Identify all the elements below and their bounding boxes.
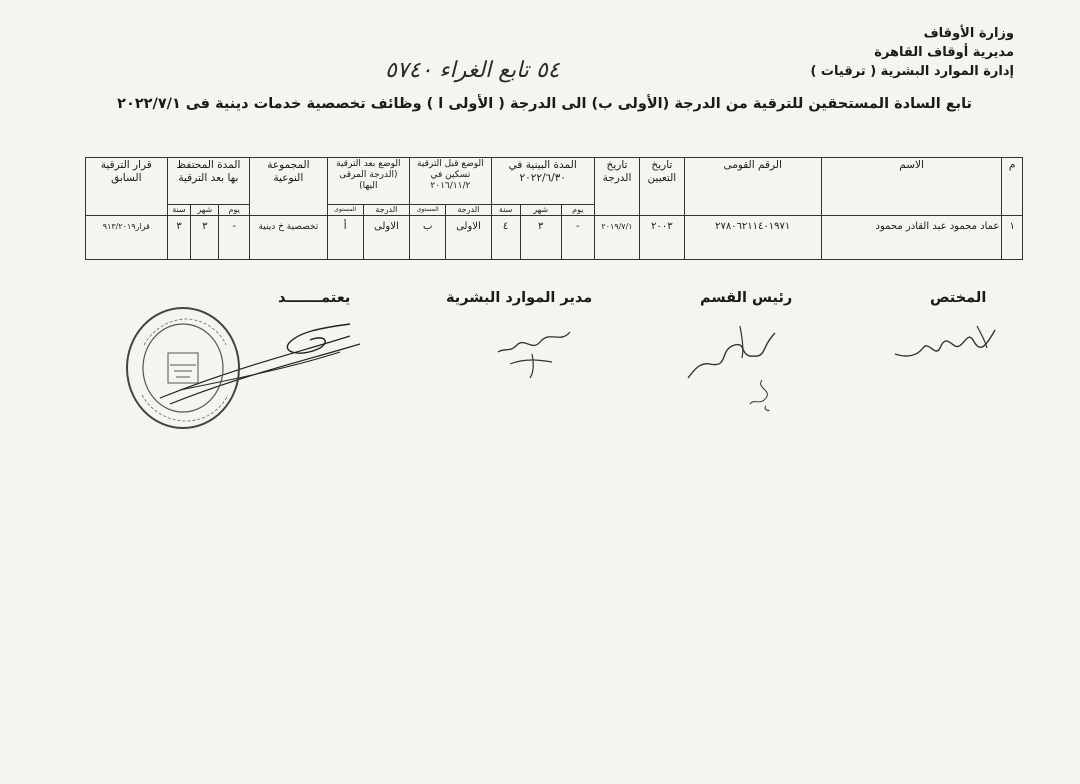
subheader-grade: الدرجة — [363, 205, 409, 216]
subheader-grade: الدرجة — [446, 205, 491, 216]
col-num-header: م — [1002, 158, 1023, 216]
specialist-label: المختص — [930, 290, 987, 306]
subheader-year: سنة — [491, 205, 520, 216]
cell-before-level: ب — [410, 216, 446, 260]
col-retained-period-header: المدة المحتفظ بها بعد الترقية — [167, 158, 250, 205]
cell-num: ١ — [1002, 216, 1023, 260]
hr-manager-label: مدير الموارد البشرية — [446, 290, 593, 306]
subheader-level: المستوى — [327, 205, 363, 216]
cell-after-grade: الاولى — [363, 216, 409, 260]
table-row — [86, 216, 1023, 260]
cell-after-level: أ — [327, 216, 363, 260]
document-title: تابع السادة المستحقين للترقية من الدرجة (الأولى ب) الى الدرجة ( الأولى ا ) وظائف تخصصية خدمات دينية فى ٢٠٢٢/٧/١ — [117, 96, 972, 112]
cell-interval-month: ٣ — [520, 216, 561, 260]
directorate-name: مديرية أوقاف القاهرة — [874, 45, 1014, 60]
subheader-level: المستوى — [410, 205, 446, 216]
col-name-header: الاسم — [821, 158, 1002, 216]
subheader-day: يوم — [561, 205, 594, 216]
col-appointment-date-header: تاريخ التعيين — [640, 158, 684, 216]
col-group-header: المجموعة النوعية — [250, 158, 327, 216]
header-block — [810, 24, 1014, 81]
cell-previous-decision: قرار٩١٣/٢٠١٩ — [86, 216, 168, 260]
col-status-before-header: الوضع قبل الترقية تسكين في ٢٠١٦/١١/٢ — [410, 158, 492, 205]
promotion-table — [85, 157, 1023, 260]
subheader-day: يوم — [219, 205, 250, 216]
cell-interval-day: - — [561, 216, 594, 260]
cell-national-id: ٢٧٨٠٦٢١١٤٠١٩٧١ — [684, 216, 821, 260]
section-head-label: رئيس القسم — [700, 290, 793, 306]
col-status-after-header: الوضع بعد الترقية (الدرجة المرقى اليها) — [327, 158, 410, 205]
specialist-signature — [885, 318, 1005, 368]
col-grade-date-header: تاريخ الدرجة — [594, 158, 639, 216]
cell-interval-year: ٤ — [491, 216, 520, 260]
cell-before-grade: الاولى — [446, 216, 491, 260]
hr-manager-signature — [490, 322, 580, 382]
subheader-month: شهر — [191, 205, 219, 216]
cell-appointment-date: ٢٠٠٣ — [640, 216, 684, 260]
department-name: إدارة الموارد البشرية ( ترقيات ) — [810, 64, 1014, 79]
col-interval-period-header: المدة البينية في ٢٠٢٢/٦/٣٠ — [491, 158, 594, 205]
subheader-month: شهر — [520, 205, 561, 216]
section-head-signature — [680, 318, 790, 413]
subheader-year: سنة — [167, 205, 191, 216]
approved-label: يعتمـــــــد — [278, 290, 351, 306]
cell-grade-date: ٢٠١٩/٧/١ — [594, 216, 639, 260]
cell-retained-year: ٣ — [167, 216, 191, 260]
cell-retained-month: ٣ — [191, 216, 219, 260]
cell-retained-day: - — [219, 216, 250, 260]
col-national-id-header: الرقم القومى — [684, 158, 821, 216]
cell-group: تخصصية خ دينية — [250, 216, 327, 260]
handwritten-note: ٥٤ تابع الغراء ٥٧٤٠ — [385, 58, 560, 83]
col-previous-decision-header: قرار الترقية السابق — [86, 158, 168, 216]
cell-name: عماد محمود عبد القادر محمود — [821, 216, 1002, 260]
official-seal-icon — [124, 305, 242, 431]
ministry-name: وزارة الأوقاف — [923, 26, 1014, 41]
